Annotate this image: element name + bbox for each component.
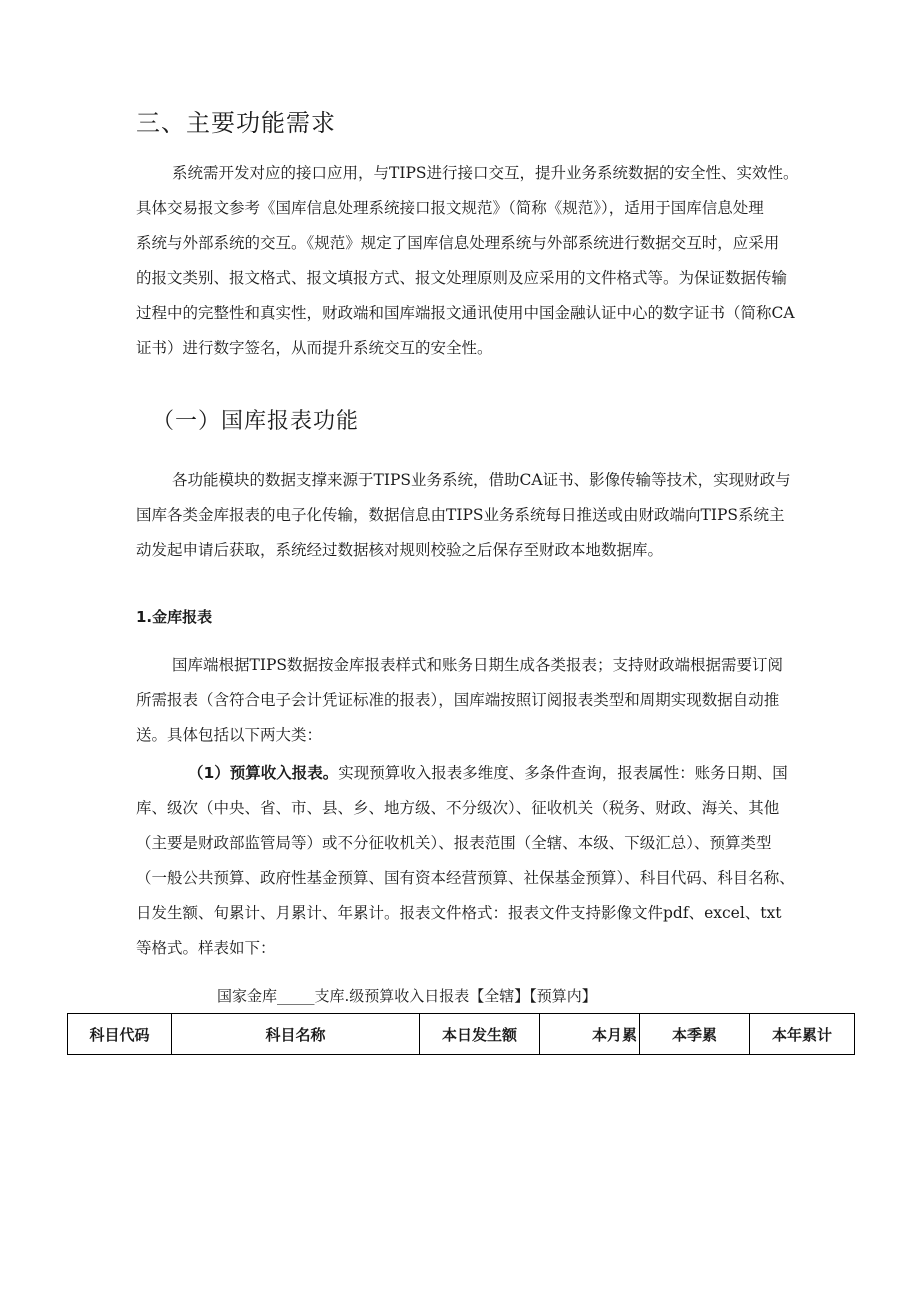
subsection-heading: 1.金库报表	[136, 608, 213, 626]
col-header-daily-amount: 本日发生额	[420, 1014, 540, 1055]
section-heading: （一）国库报表功能	[152, 409, 360, 434]
paragraph-line: 动发起申请后获取，系统经过数据核对规则校验之后保存至财政本地数据库。	[136, 541, 664, 559]
col-header-subject-code: 科目代码	[68, 1014, 172, 1055]
col-header-subject-name: 科目名称	[172, 1014, 420, 1055]
paragraph-line: （主要是财政部监管局等）或不分征收机关）、报表范围（全辖、本级、下级汇总）、预算类型	[136, 834, 772, 852]
paragraph-line: 具体交易报文参考《国库信息处理系统接口报文规范》（简称《规范》），适用于国库信息处理	[136, 199, 764, 217]
paragraph-line: 过程中的完整性和真实性，财政端和国库端报文通讯使用中国金融认证中心的数字证书（简称CA	[136, 304, 795, 322]
table-header-row	[68, 1014, 855, 1055]
intro-paragraph	[136, 156, 856, 366]
item-1-first-line	[136, 756, 856, 791]
paragraph-line: 系统与外部系统的交互。《规范》规定了国库信息处理系统与外部系统进行数据交互时，应采用	[136, 234, 780, 252]
subsection-paragraph	[136, 648, 856, 753]
paragraph-line: 证书）进行数字签名，从而提升系统交互的安全性。	[136, 339, 493, 357]
paragraph-line: 国库各类金库报表的电子化传输，数据信息由TIPS业务系统每日推送或由财政端向TIPS系统主	[136, 506, 785, 524]
item-1-label: （1）预算收入报表。	[188, 764, 339, 782]
paragraph-line: 各功能模块的数据支撑来源于TIPS业务系统，借助CA证书、影像传输等技术，实现财政与	[172, 471, 791, 489]
main-heading: 三、主要功能需求	[136, 109, 336, 137]
paragraph-line: 系统需开发对应的接口应用，与TIPS进行接口交互，提升业务系统数据的安全性、实效性。	[172, 164, 799, 182]
paragraph-line: 所需报表（含符合电子会计凭证标准的报表），国库端按照订阅报表类型和周期实现数据自动推	[136, 691, 780, 709]
paragraph-line: 库、级次（中央、省、市、县、乡、地方级、不分级次）、征收机关（税务、财政、海关、其他	[136, 799, 780, 817]
paragraph-line: （一般公共预算、政府性基金预算、国有资本经营预算、社保基金预算）、科目代码、科目名称、	[136, 869, 795, 887]
item-1-first-text: 实现预算收入报表多维度、多条件查询，报表属性：账务日期、国	[338, 764, 788, 782]
paragraph-line: 等格式。样表如下：	[136, 939, 276, 957]
paragraph-line: 日发生额、旬累计、月累计、年累计。报表文件格式：报表文件支持影像文件pdf、excel、txt	[136, 904, 782, 922]
col-header-quarter-total: 本季累	[640, 1014, 750, 1055]
paragraph-line: 国库端根据TIPS数据按金库报表样式和账务日期生成各类报表；支持财政端根据需要订阅	[172, 656, 784, 674]
item-1-paragraph	[136, 756, 856, 966]
paragraph-line: 的报文类别、报文格式、报文填报方式、报文处理原则及应采用的文件格式等。为保证数据传输	[136, 269, 788, 287]
col-header-month-total: 本月累	[540, 1014, 640, 1055]
col-header-year-total: 本年累计	[750, 1014, 855, 1055]
section-paragraph	[136, 463, 856, 568]
table-caption: 国家金库_____支库.级预算收入日报表【全辖】【预算内】	[217, 987, 597, 1005]
revenue-report-table	[67, 1013, 855, 1055]
paragraph-line: 送。具体包括以下两大类：	[136, 726, 323, 744]
